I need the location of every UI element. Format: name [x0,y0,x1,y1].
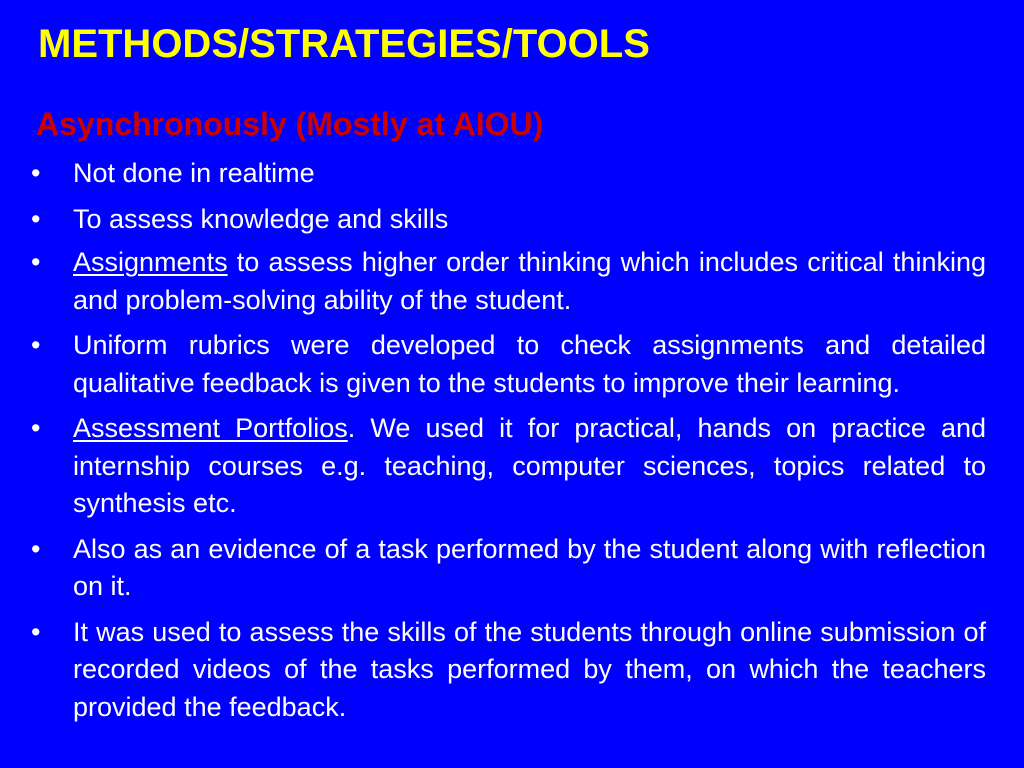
bullet-text: Also as an evidence of a task performed by the student along with reflection on it. [73,533,986,601]
bullet-item [30,155,986,193]
underlined-term-portfolios: Assessment Portfolios [73,413,348,443]
bullet-text: Not done in realtime [73,158,315,188]
bullet-dot-icon: • [31,247,41,277]
bullet-dot-icon: • [31,413,41,443]
bullet-item [30,614,986,727]
bullet-dot-icon: • [31,330,41,360]
bullet-dot-icon: • [31,616,41,647]
bullet-item [30,410,986,523]
bullet-text: To assess knowledge and skills [73,203,449,234]
slide-title: METHODS/STRATEGIES/TOOLS [38,22,650,66]
bullet-item [30,244,986,319]
bullet-dot-icon: • [31,533,41,564]
bullet-dot-icon: • [31,203,41,234]
bullet-item [30,201,986,239]
bullet-dot-icon: • [31,158,41,188]
slide-subtitle: Asynchronously (Mostly at AIOU) [36,106,544,142]
bullet-item [30,327,986,402]
bullet-text: Uniform rubrics were developed to check assignments and detailed qualitative feedback is given to the students to improve their learning. [73,330,986,398]
bullet-text: to assess higher order thinking which includes critical thinking and problem-solving ability of the student. [73,247,986,315]
bullet-text: . We used it for practical, hands on practice and internship courses e.g. teaching, computer sciences, topics related to synthesis etc. [73,413,986,518]
bullet-list [30,155,986,734]
underlined-term-assignments: Assignments [73,247,228,277]
bullet-item [30,531,986,606]
bullet-text: It was used to assess the skills of the students through online submission of recorded videos of the tasks performed by them, on which the teachers provided the feedback. [73,616,986,722]
